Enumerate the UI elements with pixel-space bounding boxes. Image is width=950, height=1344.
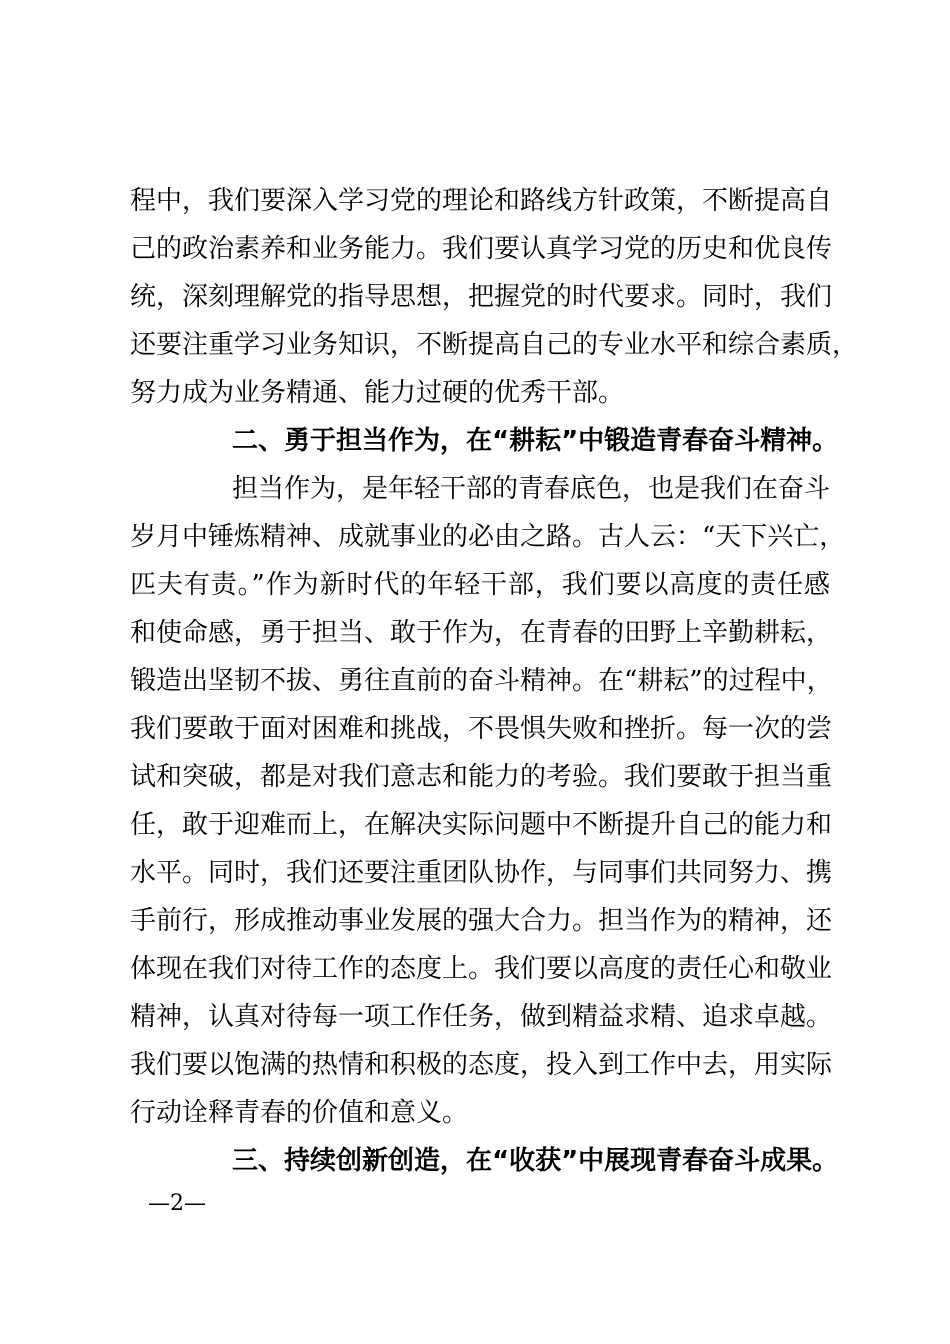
body-text-line: 程中，我们要深入学习党的理论和路线方针政策，不断提高自	[130, 186, 833, 216]
body-text-line: 努力成为业务精通、能力过硬的优秀干部。	[130, 378, 625, 408]
body-text-line: 水平。同时，我们还要注重团队协作，与同事们共同努力、携	[130, 858, 833, 888]
body-text-line: 精神，认真对待每一项工作任务，做到精益求精、追求卓越。	[130, 1002, 833, 1032]
body-text-line: 我们要敢于面对困难和挑战，不畏惧失败和挫折。每一次的尝	[130, 714, 833, 744]
body-text-line: 担当作为，是年轻干部的青春底色，也是我们在奋斗	[232, 474, 831, 504]
body-text-line: 还要注重学习业务知识，不断提高自己的专业水平和综合素质，	[130, 330, 859, 360]
section-heading-2: 二、勇于担当作为，在“耕耘”中锻造青春奋斗精神。	[232, 426, 839, 456]
body-text-line: 己的政治素养和业务能力。我们要认真学习党的历史和优良传	[130, 234, 833, 264]
body-text-line: 匹夫有责。”作为新时代的年轻干部，我们要以高度的责任感	[130, 570, 830, 600]
body-text-line: 行动诠释青春的价值和意义。	[130, 1098, 469, 1128]
body-text-line: 手前行，形成推动事业发展的强大合力。担当作为的精神，还	[130, 906, 833, 936]
body-text-line: 体现在我们对待工作的态度上。我们要以高度的责任心和敬业	[130, 954, 833, 984]
body-text-line: 岁月中锤炼精神、成就事业的必由之路。古人云：“天下兴亡，	[130, 522, 846, 552]
section-heading-3: 三、持续创新创造，在“收获”中展现青春奋斗成果。	[232, 1146, 839, 1176]
body-text-line: 统，深刻理解党的指导思想，把握党的时代要求。同时，我们	[130, 282, 833, 312]
page-number: —2—	[148, 1191, 206, 1216]
body-text-line: 锻造出坚韧不拔、勇往直前的奋斗精神。在“耕耘”的过程中，	[130, 666, 833, 696]
body-text-line: 和使命感，勇于担当、敢于作为，在青春的田野上辛勤耕耘，	[130, 618, 833, 648]
body-text-line: 试和突破，都是对我们意志和能力的考验。我们要敢于担当重	[130, 762, 833, 792]
body-text-line: 任，敢于迎难而上，在解决实际问题中不断提升自己的能力和	[130, 810, 833, 840]
body-text-line: 我们要以饱满的热情和积极的态度，投入到工作中去，用实际	[130, 1050, 833, 1080]
